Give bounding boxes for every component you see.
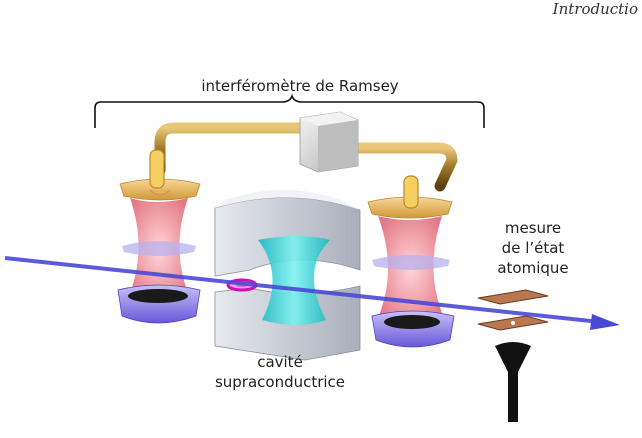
measurement-label <box>478 218 588 278</box>
cavity-label-line-1: cavité <box>257 353 303 371</box>
cavity-mode <box>258 236 330 325</box>
measurement-label-line-2: de l’état <box>501 239 565 257</box>
cavity-label-line-2: supraconductrice <box>214 373 346 391</box>
measurement-label-line-1: mesure <box>504 219 562 237</box>
superconducting-cavity <box>215 190 360 360</box>
detector-icon <box>495 342 531 422</box>
chapter-header: Introductio <box>552 0 638 18</box>
microwave-source-box <box>300 112 358 172</box>
right-ramsey-zone <box>368 176 454 347</box>
ramsey-interferometer-label: interféromètre de Ramsey <box>201 77 399 95</box>
cavity-label <box>205 352 355 392</box>
left-ramsey-zone <box>118 150 200 323</box>
measurement-label-line-3: atomique <box>497 259 569 277</box>
